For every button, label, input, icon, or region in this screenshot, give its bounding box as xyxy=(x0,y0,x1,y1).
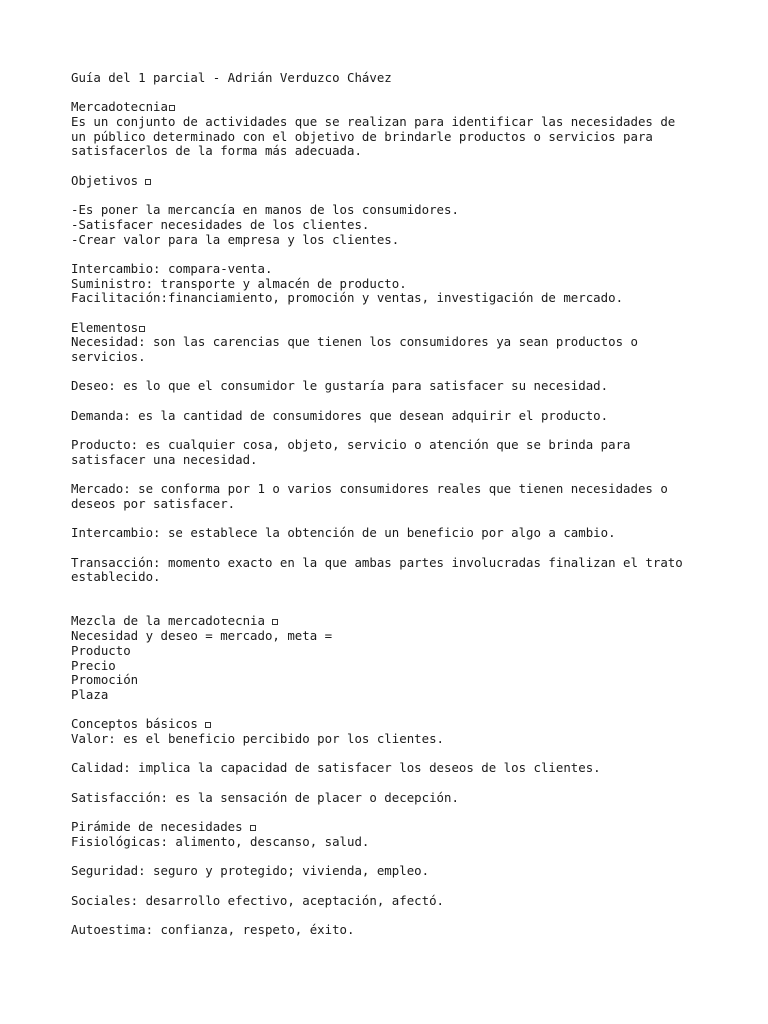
spacer xyxy=(71,849,731,864)
text-line: satisfacerlos de la forma más adecuada. xyxy=(71,144,362,159)
spacer xyxy=(71,512,731,527)
spacer xyxy=(71,776,731,791)
text-line: servicios. xyxy=(71,350,146,365)
spacer xyxy=(71,159,731,174)
text-line: Transacción: momento exacto en la que ambas partes involucradas finalizan el trato xyxy=(71,555,683,570)
spacer xyxy=(71,541,731,556)
spacer xyxy=(71,365,731,380)
text-line: Producto xyxy=(71,643,131,658)
spacer xyxy=(71,189,731,204)
section-heading xyxy=(71,820,731,835)
spacer xyxy=(71,394,731,409)
text-line: Es un conjunto de actividades que se realizan para identificar las necesidades de xyxy=(71,115,676,130)
spacer xyxy=(71,879,731,894)
heading-text: Pirámide de necesidades xyxy=(71,820,243,835)
text-line: Sociales: desarrollo efectivo, aceptación, afectó. xyxy=(71,893,444,908)
text-line: Necesidad: son las carencias que tienen los consumidores ya sean productos o xyxy=(71,335,638,350)
spacer xyxy=(71,86,731,101)
document-title: Guía del 1 parcial - Adrián Verduzco Chávez xyxy=(71,71,392,85)
text-line: Demanda: es la cantidad de consumidores que desean adquirir el producto. xyxy=(71,408,609,423)
heading-text: Elementos xyxy=(71,320,139,335)
text-line: Promoción xyxy=(71,673,139,688)
text-line: Mercado: se conforma por 1 o varios consumidores reales que tienen necesidades o xyxy=(71,482,668,497)
spacer xyxy=(71,600,731,615)
document-body xyxy=(71,71,731,938)
spacer xyxy=(71,747,731,762)
text-line: -Satisfacer necesidades de los clientes. xyxy=(71,217,370,232)
spacer xyxy=(71,908,731,923)
text-line: Necesidad y deseo = mercado, meta = xyxy=(71,629,333,644)
box-glyph-icon xyxy=(205,722,211,728)
spacer xyxy=(71,424,731,439)
text-line: Satisfacción: es la sensación de placer o decepción. xyxy=(71,790,459,805)
spacer xyxy=(71,703,731,718)
section-heading xyxy=(71,321,731,336)
text-line: Calidad: implica la capacidad de satisfacer los deseos de los clientes. xyxy=(71,761,601,776)
spacer xyxy=(71,805,731,820)
text-line: Precio xyxy=(71,658,116,673)
text-line: Plaza xyxy=(71,687,109,702)
section-heading xyxy=(71,100,731,115)
spacer xyxy=(71,468,731,483)
text-line: Valor: es el beneficio percibido por los clientes. xyxy=(71,731,444,746)
text-line: satisfacer una necesidad. xyxy=(71,452,258,467)
heading-text: Mercadotecnia xyxy=(71,100,168,115)
text-line: Producto: es cualquier cosa, objeto, servicio o atención que se brinda para xyxy=(71,438,631,453)
box-glyph-icon xyxy=(139,326,145,332)
text-line: Seguridad: seguro y protegido; vivienda, empleo. xyxy=(71,864,430,879)
box-glyph-icon xyxy=(250,825,256,831)
box-glyph-icon xyxy=(145,179,151,185)
box-glyph-icon xyxy=(169,105,175,111)
text-line: -Crear valor para la empresa y los clientes. xyxy=(71,232,400,247)
spacer xyxy=(71,306,731,321)
text-line: Fisiológicas: alimento, descanso, salud. xyxy=(71,834,370,849)
spacer xyxy=(71,247,731,262)
spacer xyxy=(71,585,731,600)
text-line: -Es poner la mercancía en manos de los consumidores. xyxy=(71,203,459,218)
heading-text: Objetivos xyxy=(71,173,139,188)
box-glyph-icon xyxy=(272,619,278,625)
text-line: Intercambio: se establece la obtención de un beneficio por algo a cambio. xyxy=(71,526,616,541)
text-line: Intercambio: compara-venta. xyxy=(71,261,273,276)
text-line: Deseo: es lo que el consumidor le gustaría para satisfacer su necesidad. xyxy=(71,379,609,394)
text-line: Autoestima: confianza, respeto, éxito. xyxy=(71,922,355,937)
section-heading xyxy=(71,174,731,189)
text-line: deseos por satisfacer. xyxy=(71,496,236,511)
text-line: establecido. xyxy=(71,570,161,585)
section-heading xyxy=(71,614,731,629)
heading-text: Conceptos básicos xyxy=(71,717,198,732)
text-line: Facilitación:financiamiento, promoción y ventas, investigación de mercado. xyxy=(71,291,624,306)
text-line: un público determinado con el objetivo de brindarle productos o servicios para xyxy=(71,129,653,144)
text-line: Suministro: transporte y almacén de producto. xyxy=(71,276,407,291)
section-heading xyxy=(71,717,731,732)
heading-text: Mezcla de la mercadotecnia xyxy=(71,614,265,629)
